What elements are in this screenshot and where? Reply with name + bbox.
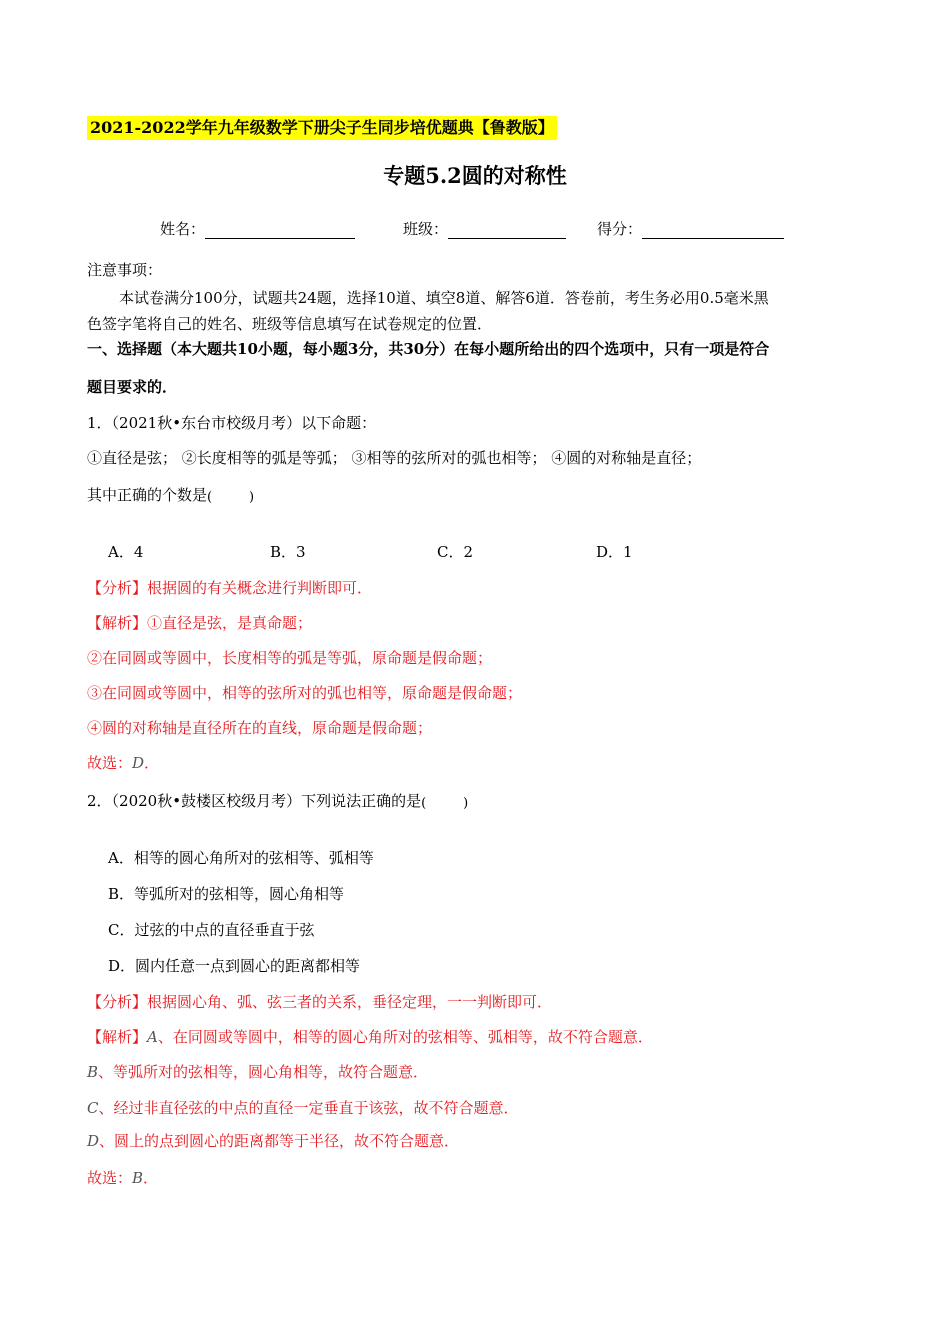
q2-option-b: B．等弧所对的弦相等，圆心角相等 (108, 885, 345, 903)
q2-answer-suffix: ． (143, 1169, 159, 1187)
q1-answer (87, 752, 159, 773)
q2-solution-c-letter: C (87, 1099, 99, 1117)
class-blank[interactable] (448, 224, 566, 239)
q2-answer-letter: B (132, 1169, 144, 1187)
q1-analysis (87, 577, 372, 598)
q1-solution-line-4: ④圆的对称轴是直径所在的直线，原命题是假命题； (87, 719, 433, 737)
name-label: 姓名： (160, 220, 206, 238)
q2-solution-a-text: 、在同圆或等圆中，相等的圆心角所对的弦相等、弧相等，故不符合题意． (157, 1028, 653, 1046)
q2-analysis-text: 根据圆心角、弧、弦三者的关系，垂径定理，一一判断即可． (147, 993, 553, 1011)
section-heading-line-1: 一、选择题（本大题共10小题，每小题3分，共30分）在每小题所给出的四个选项中，只有一项是符合 (87, 340, 770, 358)
q1-ask-text: 其中正确的个数是 (87, 486, 208, 504)
class-field (403, 218, 566, 239)
notice-line-1: 本试卷满分100分，试题共24题，选择10道、填空8道、解答6道．答卷前，考生务必用0.5毫米黑 (119, 289, 769, 307)
q1-answer-suffix: ． (144, 754, 160, 772)
score-label: 得分： (597, 220, 643, 238)
page-title: 专题5.2圆的对称性 (383, 163, 567, 188)
document-banner: 2021-2022学年九年级数学下册尖子生同步培优题典【鲁教版】 (87, 116, 557, 140)
q2-analysis-tag: 【分析】 (87, 993, 148, 1011)
q2-option-a: A．相等的圆心角所对的弦相等、弧相等 (108, 849, 374, 867)
notice-heading: 注意事项： (87, 261, 163, 279)
class-label: 班级： (403, 220, 449, 238)
q2-solution-a-letter: A (147, 1028, 158, 1046)
q2-paren-open: ( (421, 796, 427, 811)
q2-solution-b (87, 1061, 428, 1082)
name-blank[interactable] (205, 224, 355, 239)
q1-ask (87, 484, 255, 505)
q2-solution-d-letter: D (87, 1132, 100, 1150)
q1-solution-tag: 【解析】 (87, 614, 148, 632)
q1-option-d: D．1 (596, 543, 633, 561)
q2-solution-a (87, 1026, 653, 1047)
section-heading-line-2: 题目要求的． (87, 378, 178, 396)
q1-answer-letter: D (132, 754, 145, 772)
q1-option-c: C．2 (437, 543, 474, 561)
q2-solution-c-text: 、经过非直径弦的中点的直径一定垂直于该弦，故不符合题意． (98, 1099, 519, 1117)
q2-answer-prefix: 故选： (87, 1169, 133, 1187)
q1-stem: 1．（2021秋•东台市校级月考）以下命题： (87, 414, 377, 432)
q1-option-a: A．4 (108, 543, 144, 561)
q1-analysis-text: 根据圆的有关概念进行判断即可． (147, 579, 373, 597)
q2-option-d: D．圆内任意一点到圆心的距离都相等 (108, 957, 361, 975)
q2-solution-d-text: 、圆上的点到圆心的距离都等于半径，故不符合题意． (99, 1132, 460, 1150)
q2-analysis (87, 991, 552, 1012)
q2-solution-b-letter: B (87, 1063, 99, 1081)
q2-solution-tag: 【解析】 (87, 1028, 148, 1046)
q2-solution-c (87, 1097, 519, 1118)
q1-option-b: B．3 (270, 543, 306, 561)
q2-paren-close: ) (463, 796, 469, 811)
q1-solution-line-2: ②在同圆或等圆中，长度相等的弧是等弧，原命题是假命题； (87, 649, 493, 667)
q1-solution-line-3: ③在同圆或等圆中，相等的弦所对的弧也相等，原命题是假命题； (87, 684, 523, 702)
notice-line-2: 色签字笔将自己的姓名、班级等信息填写在试卷规定的位置． (87, 315, 493, 333)
q1-solution-text-1: ①直径是弦，是真命题； (147, 614, 313, 632)
q2-answer (87, 1167, 158, 1188)
q1-paren-close: ) (249, 490, 255, 505)
q2-option-c: C．过弦的中点的直径垂直于弦 (108, 921, 315, 939)
score-blank[interactable] (642, 224, 784, 239)
q1-solution-line-1 (87, 612, 312, 633)
q2-solution-b-text: 、等弧所对的弦相等，圆心角相等，故符合题意． (98, 1063, 429, 1081)
q1-answer-prefix: 故选： (87, 754, 133, 772)
q1-analysis-tag: 【分析】 (87, 579, 148, 597)
name-field (160, 218, 355, 239)
score-field (597, 218, 784, 239)
q1-statements: ①直径是弦； ②长度相等的弧是等弧； ③相等的弦所对的弧也相等； ④圆的对称轴是直径； (87, 449, 702, 467)
q1-paren-open: ( (207, 490, 213, 505)
q2-solution-d (87, 1130, 459, 1151)
q2-stem (87, 790, 469, 811)
q2-stem-text: 2．（2020秋•鼓楼区校级月考）下列说法正确的是 (87, 792, 422, 810)
